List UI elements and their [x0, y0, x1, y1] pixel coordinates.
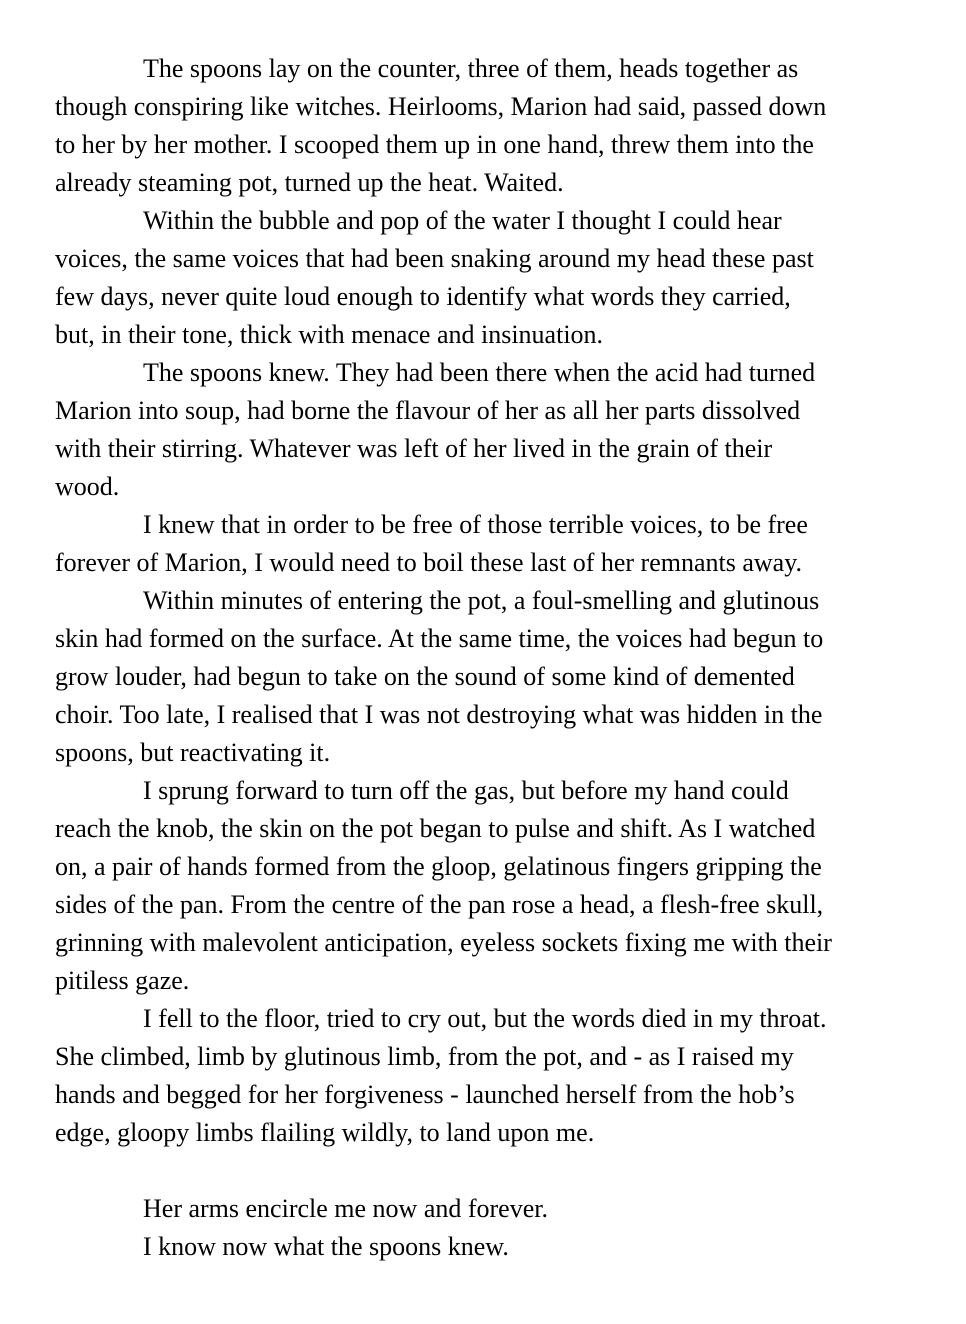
paragraph	[55, 506, 926, 582]
paragraph	[55, 772, 926, 1000]
text-line: pitiless gaze.	[55, 966, 190, 995]
text-line: on, a pair of hands formed from the gloop, gelatinous fingers gripping the	[55, 852, 822, 881]
text-line: The spoons knew. They had been there when the acid had turned	[143, 358, 816, 387]
paragraph	[55, 202, 926, 354]
text-line: with their stirring. Whatever was left of her lived in the grain of their	[55, 434, 773, 463]
text-line: spoons, but reactivating it.	[55, 738, 331, 767]
text-line: sides of the pan. From the centre of the pan rose a head, a flesh-free skull,	[55, 890, 824, 919]
text-line: grow louder, had begun to take on the sound of some kind of demented	[55, 662, 795, 691]
text-line: edge, gloopy limbs flailing wildly, to land upon me.	[55, 1118, 595, 1147]
text-line: voices, the same voices that had been snaking around my head these past	[55, 244, 814, 273]
text-line: The spoons lay on the counter, three of them, heads together as	[143, 54, 799, 83]
text-line: Marion into soup, had borne the flavour of her as all her parts dissolved	[55, 396, 801, 425]
paragraph	[55, 1000, 926, 1152]
text-line: few days, never quite loud enough to identify what words they carried,	[55, 282, 791, 311]
paragraph	[55, 1190, 926, 1228]
text-line: choir. Too late, I realised that I was not destroying what was hidden in the	[55, 700, 823, 729]
paragraph	[55, 50, 926, 202]
text-line: wood.	[55, 472, 120, 501]
text-line: already steaming pot, turned up the heat. Waited.	[55, 168, 564, 197]
text-line: though conspiring like witches. Heirlooms, Marion had said, passed down	[55, 92, 827, 121]
text-line: hands and begged for her forgiveness - launched herself from the hob’s	[55, 1080, 795, 1109]
text-line: Within minutes of entering the pot, a foul-smelling and glutinous	[143, 586, 820, 615]
paragraph	[55, 582, 926, 772]
text-line: I knew that in order to be free of those terrible voices, to be free	[143, 510, 808, 539]
paragraph	[55, 354, 926, 506]
text-line: to her by her mother. I scooped them up in one hand, threw them into the	[55, 130, 814, 159]
text-line: I sprung forward to turn off the gas, but before my hand could	[143, 776, 789, 805]
paragraph	[55, 1228, 926, 1266]
text-line: I know now what the spoons knew.	[143, 1232, 509, 1261]
text-line: grinning with malevolent anticipation, eyeless sockets fixing me with their	[55, 928, 832, 957]
text-line: I fell to the floor, tried to cry out, but the words died in my throat.	[143, 1004, 827, 1033]
text-line: skin had formed on the surface. At the same time, the voices had begun to	[55, 624, 824, 653]
text-line: but, in their tone, thick with menace and insinuation.	[55, 320, 604, 349]
text-line: forever of Marion, I would need to boil these last of her remnants away.	[55, 548, 803, 577]
text-line: Her arms encircle me now and forever.	[143, 1194, 548, 1223]
text-line: reach the knob, the skin on the pot began to pulse and shift. As I watched	[55, 814, 816, 843]
text-line: She climbed, limb by glutinous limb, from the pot, and - as I raised my	[55, 1042, 794, 1071]
text-line: Within the bubble and pop of the water I thought I could hear	[143, 206, 782, 235]
